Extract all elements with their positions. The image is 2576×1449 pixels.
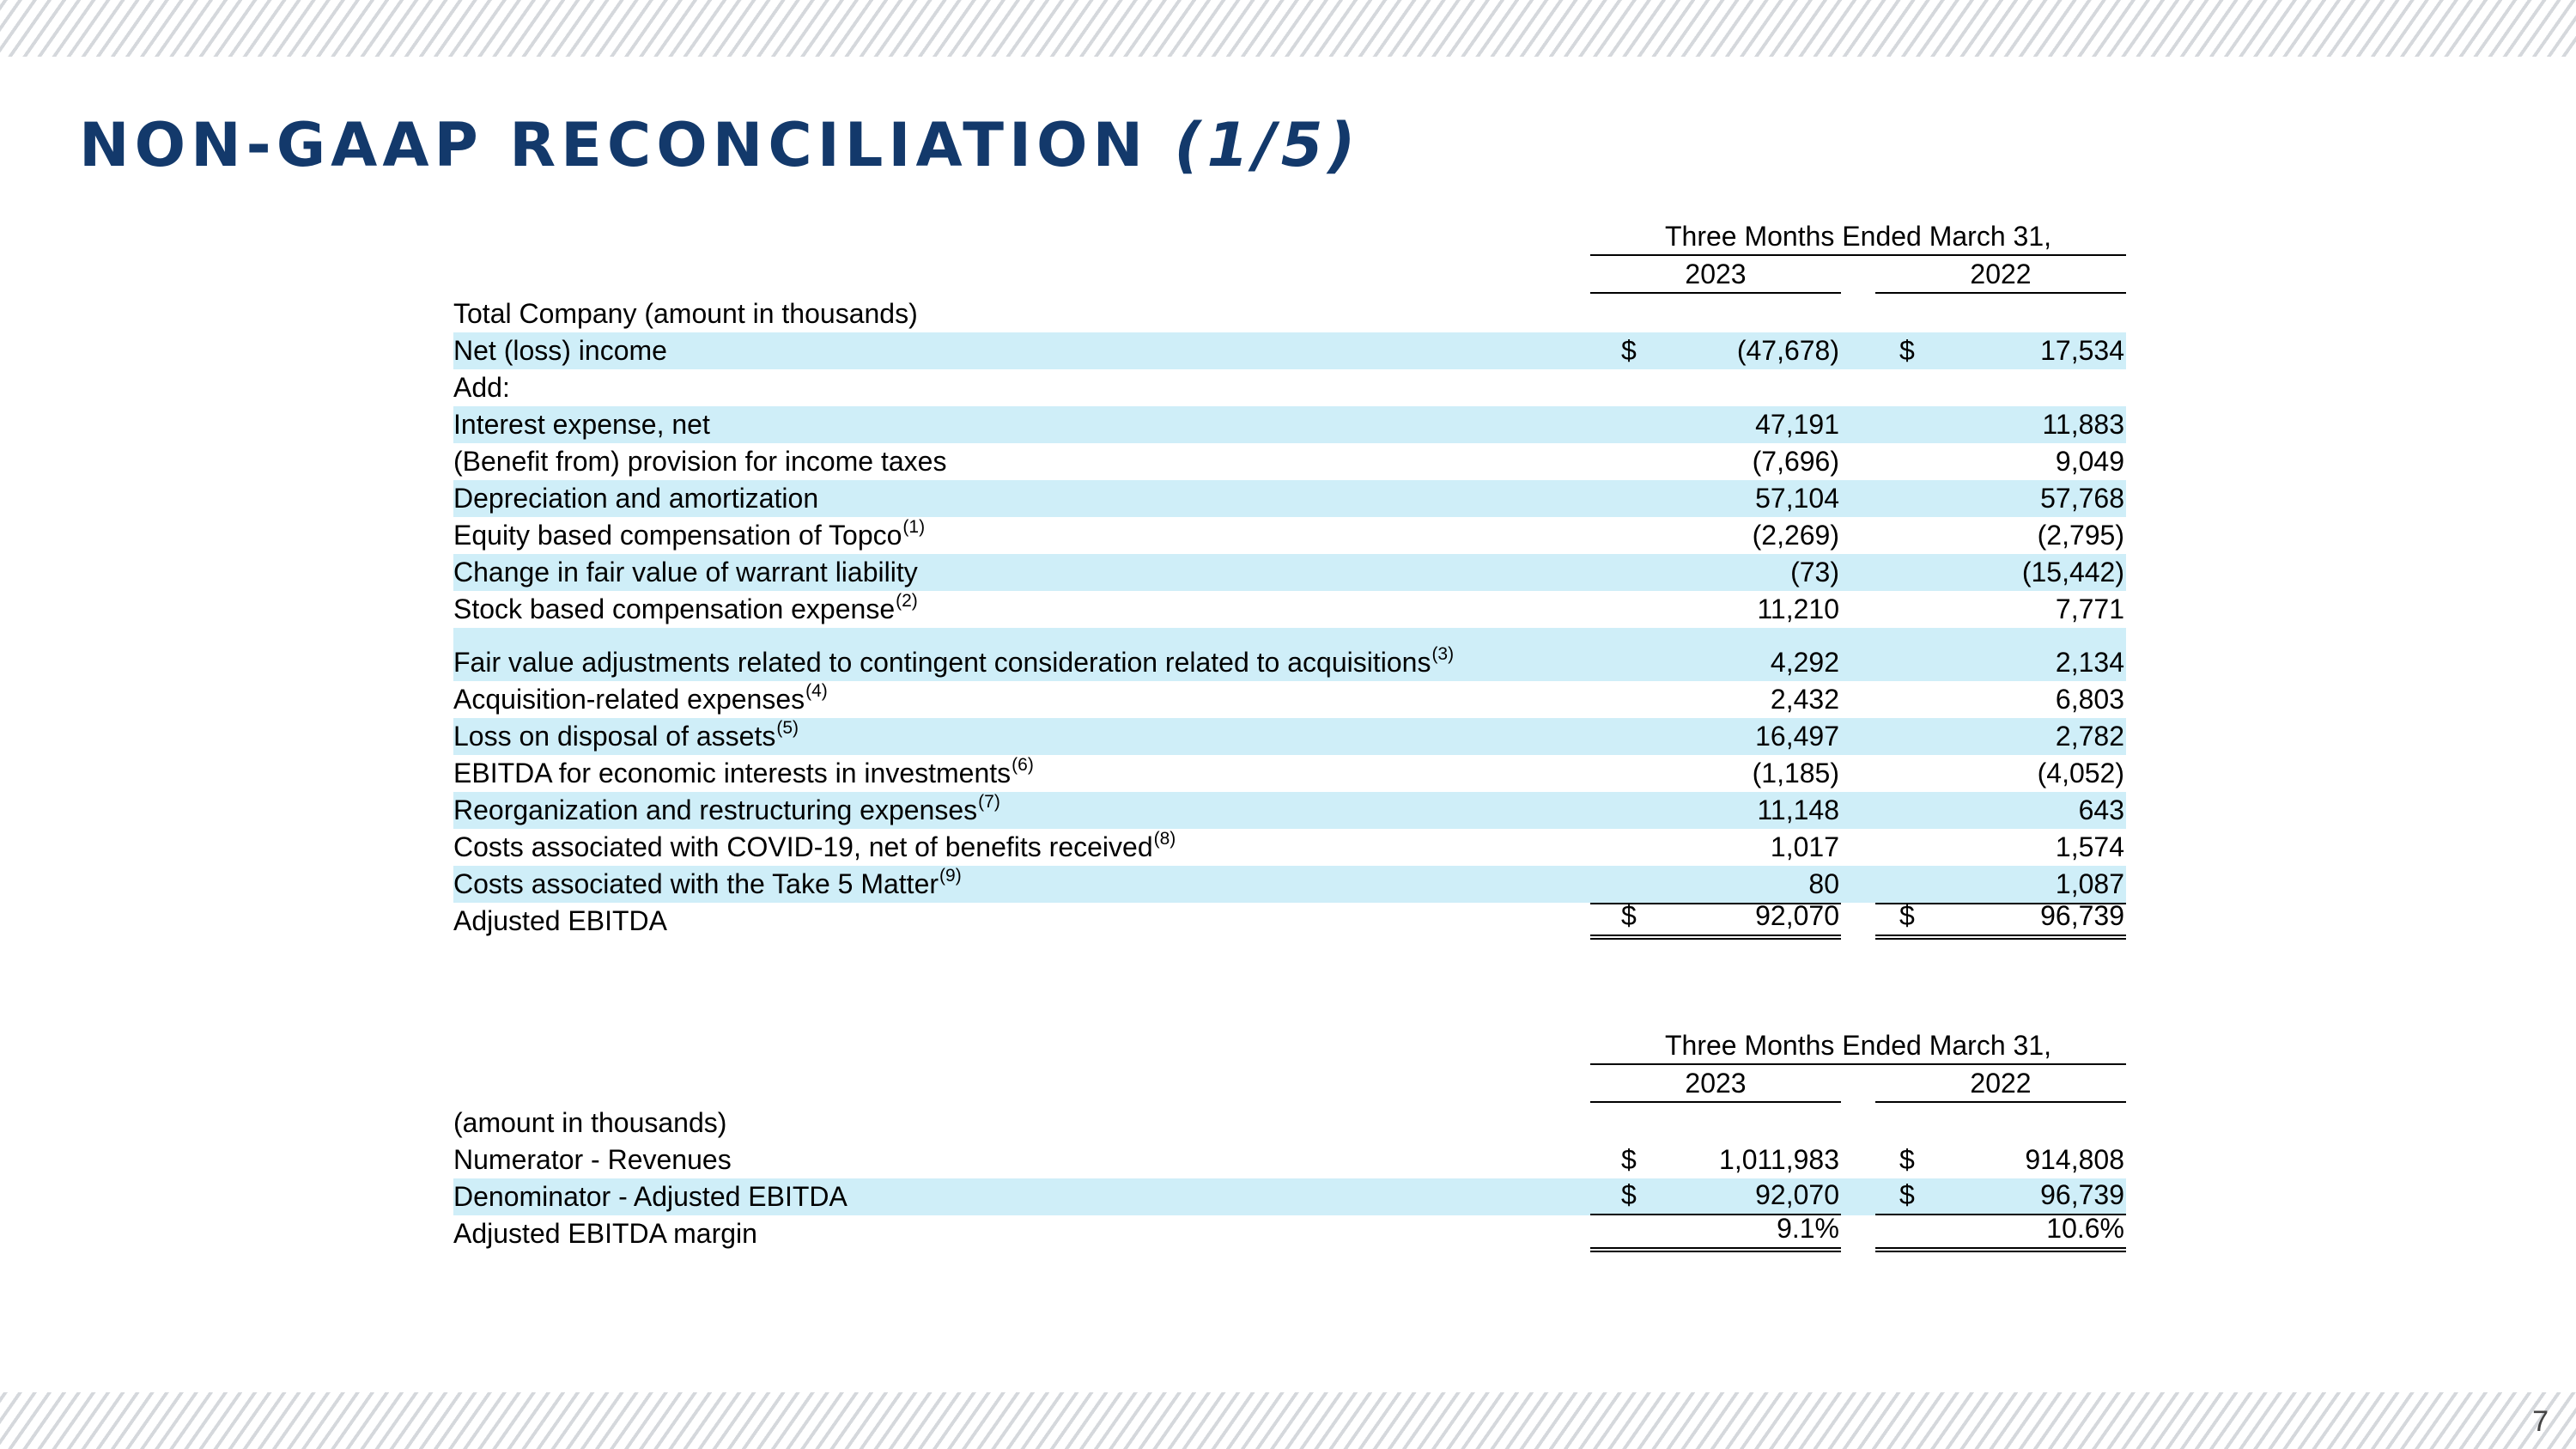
period-header-row xyxy=(453,1031,2126,1067)
year-2022-header: 2022 xyxy=(1875,1068,2126,1103)
year-2023-header: 2023 xyxy=(1590,259,1841,294)
value-2022: (4,052) xyxy=(2037,758,2124,788)
value-2022: 1,574 xyxy=(2055,831,2124,862)
section-label: (amount in thousands) xyxy=(453,1107,727,1138)
footnote-ref: (4) xyxy=(805,681,828,701)
value-2023: 11,148 xyxy=(1757,795,1839,825)
currency-symbol: $ xyxy=(1899,1179,1915,1210)
value-2022: (15,442) xyxy=(2021,557,2124,588)
table-row xyxy=(453,718,2126,755)
reconciliation-table xyxy=(453,222,2126,940)
value-2022: 2,134 xyxy=(2055,647,2124,678)
row-label: Net (loss) income xyxy=(453,335,667,366)
value-2023: 80 xyxy=(1808,868,1839,899)
value-2022: 10.6% xyxy=(2046,1213,2124,1244)
currency-symbol: $ xyxy=(1621,335,1637,366)
table-row xyxy=(453,755,2126,792)
table-row xyxy=(453,332,2126,369)
value-2023: (73) xyxy=(1790,557,1839,588)
table-row xyxy=(453,628,2126,681)
period-header: Three Months Ended March 31, xyxy=(1590,1030,2126,1065)
year-header-row xyxy=(453,1067,2126,1105)
table-row-total xyxy=(453,900,2126,940)
table-row xyxy=(453,829,2126,866)
table-row xyxy=(453,369,2126,406)
section-label-row xyxy=(453,295,2126,332)
row-label: Reorganization and restructuring expenses$^{(7)}$ xyxy=(453,792,1000,825)
table-row-total xyxy=(453,1215,2126,1252)
footnote-ref: (2) xyxy=(896,591,918,611)
row-label: Add: xyxy=(453,372,510,403)
row-label: Interest expense, net xyxy=(453,409,710,440)
value-2023: 57,104 xyxy=(1755,483,1839,514)
currency-symbol: $ xyxy=(1899,1144,1915,1175)
row-label: Adjusted EBITDA xyxy=(453,905,667,936)
value-2023: (1,185) xyxy=(1752,758,1839,788)
value-2023: 16,497 xyxy=(1755,721,1839,752)
value-2023: 9.1% xyxy=(1777,1213,1839,1244)
value-2022: 6,803 xyxy=(2055,684,2124,715)
title-part: (1/5) xyxy=(1174,110,1361,180)
footnote-ref: (7) xyxy=(978,792,1000,812)
footnote-ref: (8) xyxy=(1153,829,1176,849)
footnote-ref: (6) xyxy=(1012,755,1034,775)
row-label: Denominator - Adjusted EBITDA xyxy=(453,1181,848,1212)
value-2023: (2,269) xyxy=(1752,520,1839,551)
year-header-row xyxy=(453,258,2126,295)
row-label: (Benefit from) provision for income taxes xyxy=(453,446,947,477)
currency-symbol: $ xyxy=(1899,335,1915,366)
table-row xyxy=(453,591,2126,628)
value-2022: 1,087 xyxy=(2055,868,2124,899)
table-row xyxy=(453,554,2126,591)
value-2023: 92,070 xyxy=(1755,1179,1839,1210)
footnote-ref: (3) xyxy=(1431,644,1455,664)
value-2022: 96,739 xyxy=(2040,1179,2124,1210)
row-label: Equity based compensation of Topco$^{(1)}$ xyxy=(453,517,926,551)
value-2022: 9,049 xyxy=(2055,446,2124,477)
value-2023: 4,292 xyxy=(1770,647,1839,678)
footnote-ref: (1) xyxy=(902,517,926,537)
value-2023: 47,191 xyxy=(1755,409,1839,440)
period-header: Three Months Ended March 31, xyxy=(1590,221,2126,256)
row-label: Depreciation and amortization xyxy=(453,483,819,514)
table-row xyxy=(453,1178,2126,1215)
value-2022: 17,534 xyxy=(2040,335,2124,366)
margin-table xyxy=(453,1031,2126,1252)
currency-symbol: $ xyxy=(1899,900,1915,931)
currency-symbol: $ xyxy=(1621,1179,1637,1210)
value-2022: 96,739 xyxy=(2040,900,2124,931)
value-2023: 11,210 xyxy=(1757,594,1839,624)
section-label-row xyxy=(453,1105,2126,1142)
value-2022: 7,771 xyxy=(2055,594,2124,624)
row-label: Acquisition-related expenses$^{(4)}$ xyxy=(453,681,828,715)
row-label: Change in fair value of warrant liability xyxy=(453,557,918,588)
value-2023: 1,011,983 xyxy=(1719,1144,1839,1175)
year-2023-header: 2023 xyxy=(1590,1068,1841,1103)
value-2022: 2,782 xyxy=(2055,721,2124,752)
table-row xyxy=(453,681,2126,718)
currency-symbol: $ xyxy=(1621,900,1637,931)
table-row xyxy=(453,1142,2126,1178)
footnote-ref: (5) xyxy=(776,718,799,738)
table-row xyxy=(453,443,2126,480)
row-label: Numerator - Revenues xyxy=(453,1144,732,1175)
table-row xyxy=(453,866,2126,903)
section-label: Total Company (amount in thousands) xyxy=(453,298,918,329)
row-label: Adjusted EBITDA margin xyxy=(453,1218,757,1249)
row-label: Loss on disposal of assets$^{(5)}$ xyxy=(453,718,799,752)
page-number: 7 xyxy=(2532,1405,2549,1438)
row-label: Fair value adjustments related to contingent consideration related to acquisitions$^{(3)}$ xyxy=(453,644,1455,678)
decorative-stripe-top xyxy=(0,0,2576,57)
value-2022: 57,768 xyxy=(2040,483,2124,514)
value-2023: (7,696) xyxy=(1752,446,1839,477)
row-label: Stock based compensation expense$^{(2)}$ xyxy=(453,591,918,624)
value-2023: (47,678) xyxy=(1736,335,1839,366)
table-row xyxy=(453,792,2126,829)
value-2023: 2,432 xyxy=(1770,684,1839,715)
table-row xyxy=(453,517,2126,554)
value-2022: 11,883 xyxy=(2042,409,2124,440)
value-2023: 1,017 xyxy=(1770,831,1839,862)
footnote-ref: (9) xyxy=(939,866,962,886)
value-2022: (2,795) xyxy=(2037,520,2124,551)
title-main: NON-GAAP RECONCILIATION xyxy=(79,110,1175,180)
table-row xyxy=(453,480,2126,517)
value-2022: 643 xyxy=(2078,795,2124,825)
row-label: Costs associated with COVID-19, net of benefits received$^{(8)}$ xyxy=(453,829,1176,862)
row-label: EBITDA for economic interests in investments$^{(6)}$ xyxy=(453,755,1034,788)
table-row xyxy=(453,406,2126,443)
decorative-stripe-bottom xyxy=(0,1392,2576,1449)
year-2022-header: 2022 xyxy=(1875,259,2126,294)
page-title xyxy=(79,110,1360,180)
value-2022: 914,808 xyxy=(2025,1144,2124,1175)
row-label: Costs associated with the Take 5 Matter$^{(9)}$ xyxy=(453,866,962,899)
value-2023: 92,070 xyxy=(1755,900,1839,931)
currency-symbol: $ xyxy=(1621,1144,1637,1175)
period-header-row xyxy=(453,222,2126,258)
